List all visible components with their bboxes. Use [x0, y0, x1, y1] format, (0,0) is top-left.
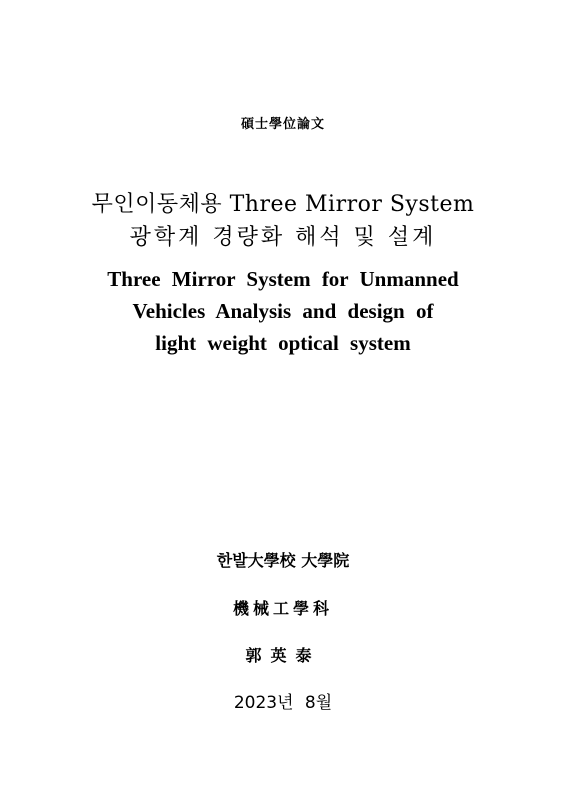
- korean-title-line-2: 광학계 경량화 해석 및 설계: [129, 225, 437, 250]
- english-title-line-2: Vehicles Analysis and design of: [132, 299, 434, 323]
- english-title-line-3: light weight optical system: [155, 331, 411, 355]
- english-title-line-1: Three Mirror System for Unmanned: [107, 267, 459, 291]
- department: 機械工學科: [232, 599, 333, 618]
- graduate-school: 한발大學校 大學院: [216, 551, 350, 570]
- korean-title-line-1: 무인이동체용 Three Mirror System: [91, 192, 475, 217]
- author-name: 郭英泰: [245, 646, 321, 665]
- submission-date: 2023년 8월: [233, 693, 333, 713]
- degree-type: 碩士學位論文: [240, 117, 325, 132]
